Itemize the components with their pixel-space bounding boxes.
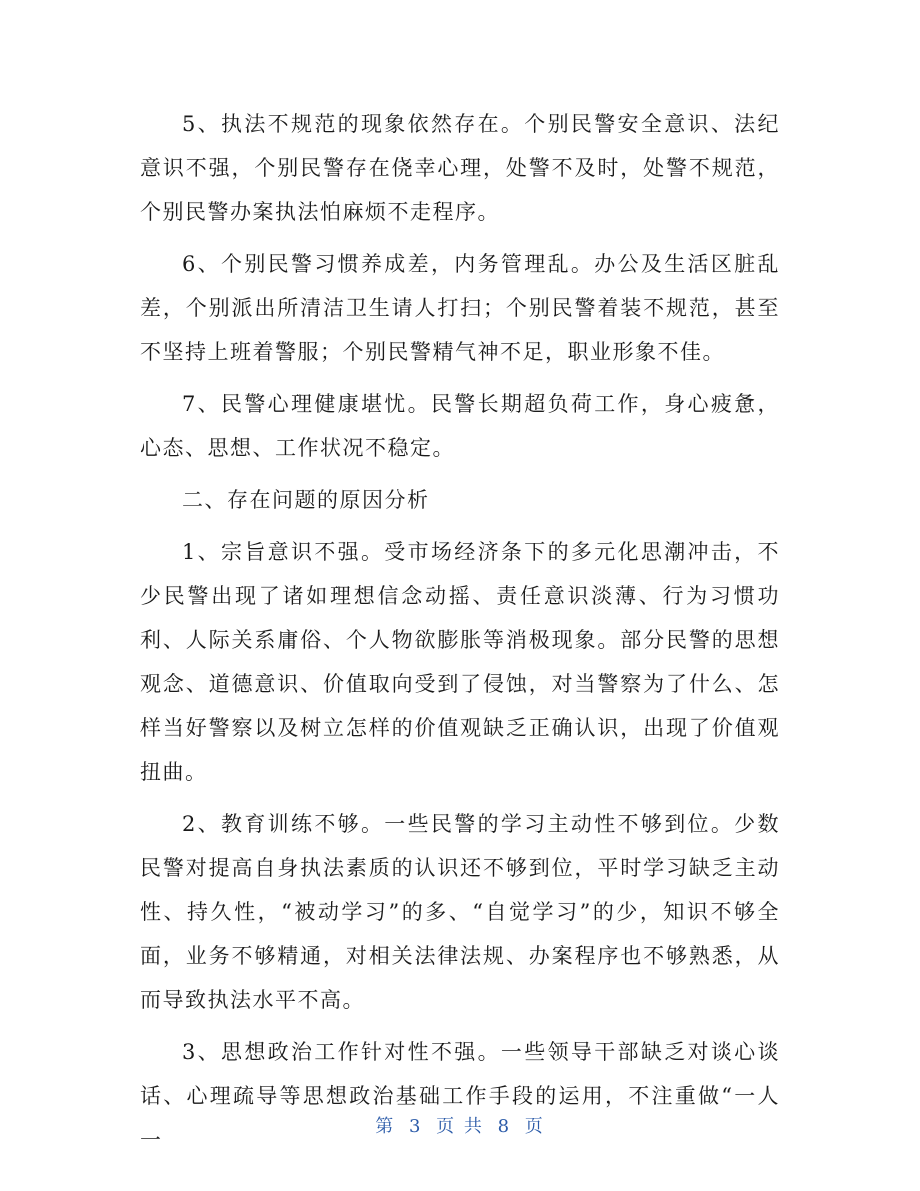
section-heading: 二、存在问题的原因分析 (182, 488, 430, 512)
page-label-prefix: 第 (375, 1116, 396, 1137)
current-page-number: 3 (408, 1116, 423, 1137)
paragraph-item-7: 7、民警心理健康堪忧。民警长期超负荷工作，身心疲惫，心态、思想、工作状况不稳定。 (140, 392, 780, 460)
paragraph-cause-3: 3、思想政治工作针对性不强。一些领导干部缺乏对谈心谈话、心理疏导等思想政治基础工作手段的运用，不注重做“一人一 (140, 1040, 780, 1152)
paragraph-cause-2: 2、教育训练不够。一些民警的学习主动性不够到位。少数民警对提高自身执法素质的认识还不够到位，平时学习缺乏主动性、持久性，“被动学习”的多、“自觉学习”的少，知识不够全面，业务不够精通，对相关法律法规、办案程序也不够熟悉，从而导致执法水平不高。 (140, 812, 780, 1012)
total-pages-number: 8 (497, 1116, 512, 1137)
page-number-footer (0, 1112, 920, 1138)
paragraph-item-6: 6、个别民警习惯养成差，内务管理乱。办公及生活区脏乱差，个别派出所清洁卫生请人打扫；个别民警着装不规范，甚至不坚持上班着警服；个别民警精气神不足，职业形象不佳。 (140, 252, 780, 364)
page-label-mid: 页 共 (436, 1116, 484, 1137)
document-body (140, 102, 780, 1170)
paragraph-cause-1: 1、宗旨意识不强。受市场经济条下的多元化思潮冲击，不少民警出现了诸如理想信念动摇、责任意识淡薄、行为习惯功利、人际关系庸俗、个人物欲膨胀等消极现象。部分民警的思想观念、道德意识、价值取向受到了侵蚀，对当警察为了什么、怎样当好警察以及树立怎样的价值观缺乏正确认识，出现了价值观扭曲。 (140, 540, 780, 784)
paragraph-item-5: 5、执法不规范的现象依然存在。个别民警安全意识、法纪意识不强，个别民警存在侥幸心理，处警不及时，处警不规范，个别民警办案执法怕麻烦不走程序。 (140, 112, 780, 224)
page-label-suffix: 页 (524, 1116, 545, 1137)
